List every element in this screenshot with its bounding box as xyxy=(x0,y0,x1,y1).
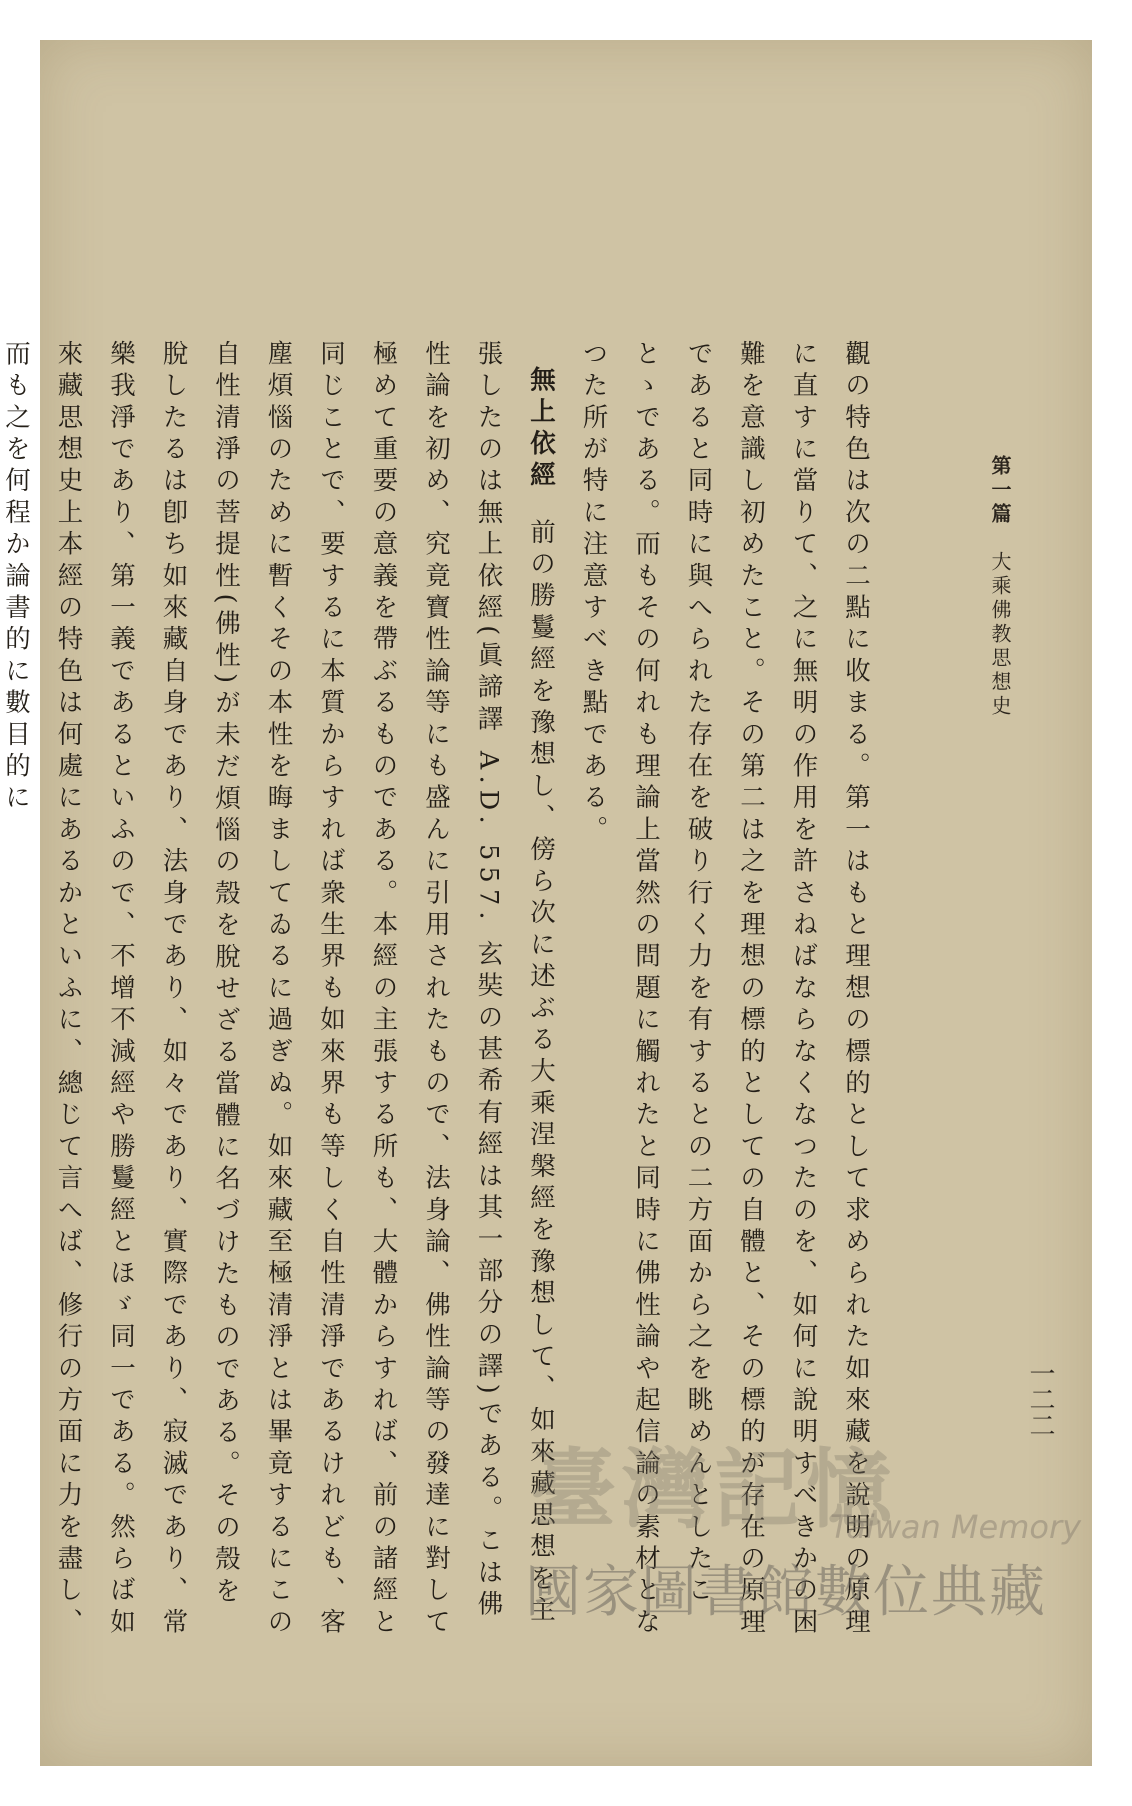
paragraph-text: 前の勝鬘經を豫想し、傍ら次に述ぶる大乘涅槃經を豫想して、如來藏思想を主張したのは無上依經(眞諦譯 A.D. 557. 玄奘の甚希有經は其一部分の譯)である。こは佛性論を初め、究竟寶性論等にも盛んに引用されたもので、法身論、佛性論等の發達に對して極めて重要の意義を帶ぶるものである。本經の主張する所も、大體からすれば、前の諸經と同じことで、要するに本質からすれば衆生界も如來界も等しく自性清淨であるけれども、客塵煩惱のために暫くその本性を晦ましてゐるに過ぎぬ。如來藏至極清淨とは畢竟するにこの自性清淨の菩提性(佛性)が未だ煩惱の殼を脫せざる當體に名づけたものである。その殼を脫したるは卽ち如來藏自身であり、法身であり、如々であり、實際であり、寂滅であり、常樂我淨であり、第一義であるといふので、不增不減經や勝鬘經とほゞ同一である。然らば如來藏思想史上本經の特色は何處にあるかといふに、總じて言へば、修行の方面に力を盡し、而も之を何程か論書的に數目的に xyxy=(1,340,556,1640)
page-number: 一二二 xyxy=(1025,1360,1055,1438)
section-heading: 無上依經 xyxy=(526,365,556,493)
watermark-main: 臺灣記憶 xyxy=(530,1440,898,1540)
paragraph-text: 觀の特色は次の二點に收まる。第一はもと理想の標的として求められた如來藏を說明の原理に直すに當りて、之に無明の作用を許さねばならなくなつたのを、如何に說明すべきかの困難を意識し初めたこと。その第二は之を理想の標的としての自體と、その標的が存在の原理であると同時に與へられた存在を破り行く力を有するとの二方面から之を眺めんとしたことゝである。而もその何れも理論上當然の問題に觸れたと同時に佛性論や起信論の素材となつた所が特に注意すべき點である。 xyxy=(578,340,871,1640)
paragraph-2 xyxy=(0,340,567,1640)
watermark-english: Taiwan Memory xyxy=(830,1508,1082,1546)
header-title: 大乘佛教思想史 xyxy=(988,551,1012,719)
running-header xyxy=(986,455,1015,719)
library-watermark xyxy=(525,1420,1130,1625)
scanned-page xyxy=(1,40,1092,1766)
watermark-library-name: 國家圖書館數位典藏 xyxy=(525,1560,1047,1625)
header-part: 第一篇 xyxy=(988,455,1012,527)
